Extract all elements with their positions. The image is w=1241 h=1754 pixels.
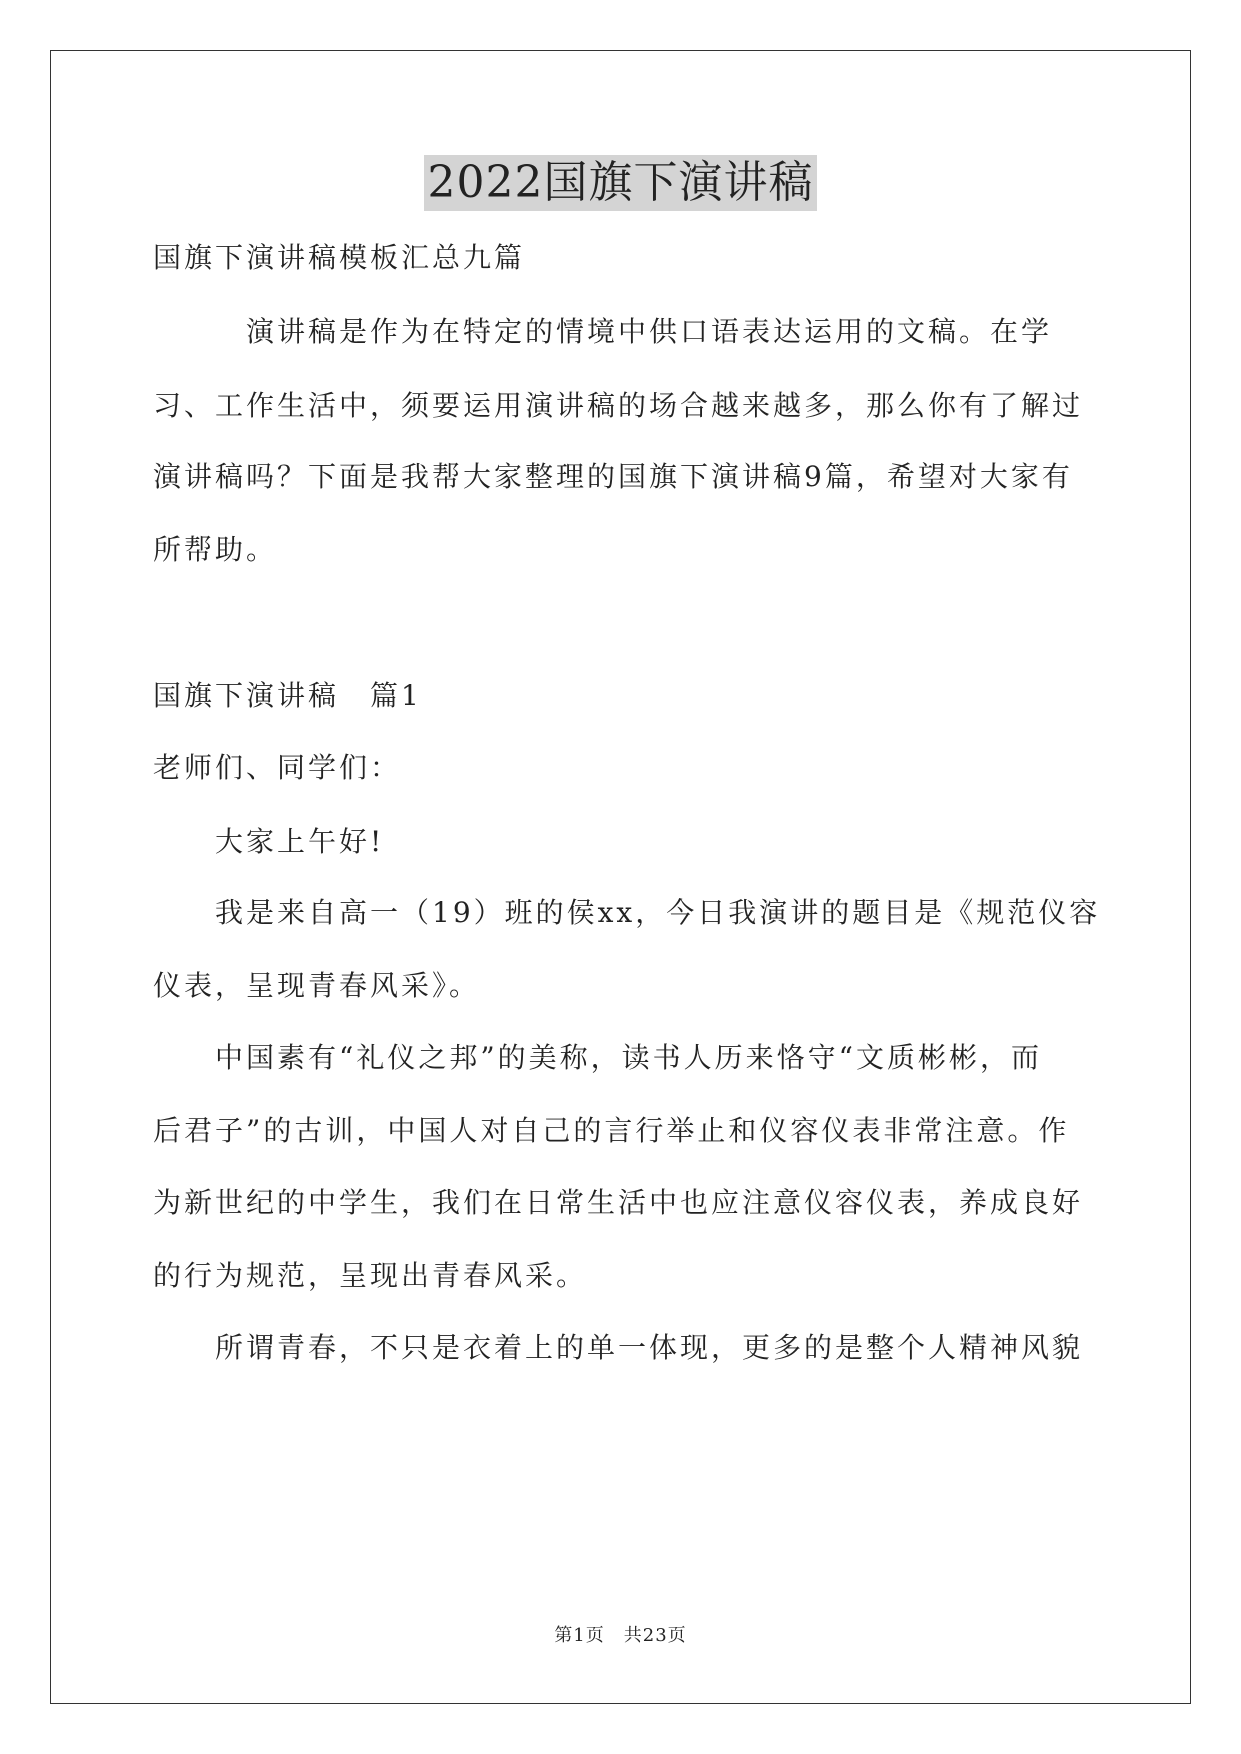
body-line: 为新世纪的中学生，我们在日常生活中也应注意仪容仪表，养成良好 [153, 1186, 1084, 1219]
intro-line: 习、工作生活中，须要运用演讲稿的场合越来越多，那么你有了解过 [153, 389, 1084, 422]
intro-line: 演讲稿吗？下面是我帮大家整理的国旗下演讲稿9篇，希望对大家有 [153, 460, 1073, 493]
body-line: 所谓青春，不只是衣着上的单一体现，更多的是整个人精神风貌 [153, 1331, 1084, 1364]
body-line: 后君子”的古训，中国人对自己的言行举止和仪容仪表非常注意。作 [153, 1114, 1070, 1147]
section-heading: 国旗下演讲稿 篇1 [153, 679, 422, 712]
intro-line: 所帮助。 [153, 533, 278, 566]
body-line: 老师们、同学们： [153, 751, 402, 784]
title-container [0, 155, 1241, 211]
document-title: 2022国旗下演讲稿 [424, 155, 818, 211]
document-subtitle: 国旗下演讲稿模板汇总九篇 [153, 241, 526, 274]
body-line: 中国素有“礼仪之邦”的美称，读书人历来恪守“文质彬彬，而 [153, 1041, 1042, 1074]
body-line: 仪表，呈现青春风采》。 [153, 969, 481, 1002]
intro-line: 演讲稿是作为在特定的情境中供口语表达运用的文稿。在学 [153, 315, 1053, 348]
page-number: 第1页 共23页 [554, 1625, 687, 1646]
page-border [50, 50, 1191, 1704]
body-line: 的行为规范，呈现出青春风采。 [153, 1259, 588, 1292]
body-line: 我是来自高一（19）班的侯xx，今日我演讲的题目是《规范仪容 [153, 896, 1101, 929]
body-line: 大家上午好! [153, 825, 385, 858]
